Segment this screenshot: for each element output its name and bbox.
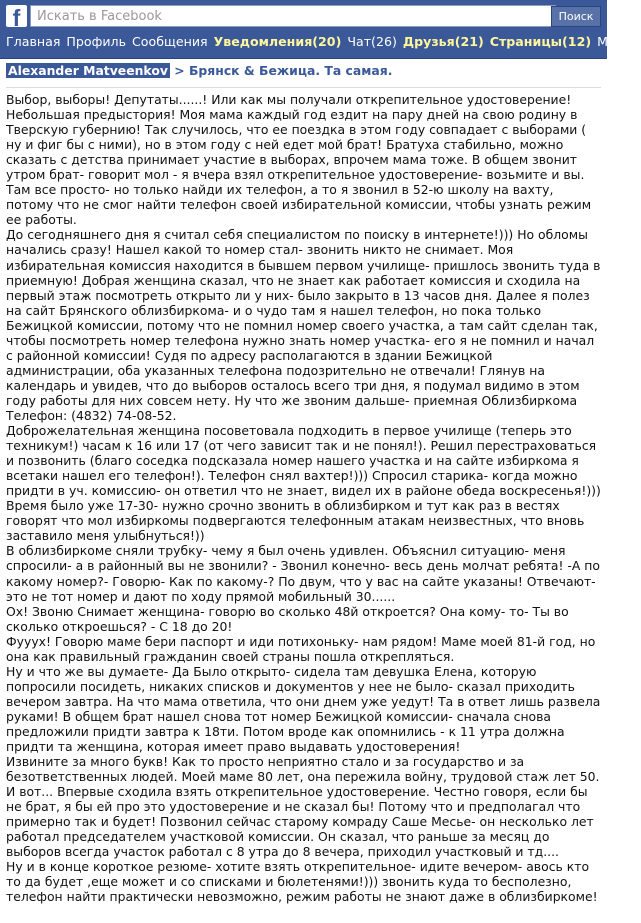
divider [6,87,601,88]
search-row [6,5,601,31]
nav-chat[interactable]: Чат(26) [347,34,397,49]
nav-home[interactable]: Главная [6,34,61,49]
arrow-separator: > [174,63,185,78]
post-paragraph: Ну и в конце короткое резюме- хотите взять открепительное- идите вечером- авось кто то да будет ,еще может и со списками и бюлетенями!))) звонить куда то бесполезно, телефон найти практически невозможно, режим работы не знают даже в облизбиркоме! [6,859,598,905]
post-paragraph: В облизбиркоме сняли трубку- чему я был очень удивлен. Объяснил ситуацию- меня спросили- а в районный вы не звонили? - Звонил конечно- весь день молчат ребята! -А по какому номер?- Говорю- Как по какому-? По двум, что у вас на сайте указаны! Отвечают- это не тот номер и дают по ходу прямой мобильный 30...... [6,543,600,604]
nav-friends[interactable]: Друзья(21) [402,34,484,49]
post-paragraph: Ну и что же вы думаете- Да Было открыто- сидела там девушка Елена, которую попросили посидеть, никаких списков и документов у нее не было- сказал приходить вечером завтра. На что мама ответила, что они днем уже уедут! Та в ответ лишь развела руками! В общем брат нашел снова тот номер Бежицкой комиссии- сначала снова предложили придти завтра к 18ти. Потом вроде как опомнились - к 11 утра должна придти та женщина, которая имеет право выдавать удостоверения! [6,663,601,755]
post-text [6,92,601,905]
post-paragraph: Время было уже 17-30- нужно срочно звонить в облизбирком и тут как раз в вестях говорят что мол избиркомы подвергаются телефонным атакам неизвестных, что вновь заставило меня улыбнуться!)) [6,498,585,544]
nav-notifications[interactable]: Уведомления(20) [213,34,342,49]
post-paragraph: Ох! Звоню Снимает женщина- говорю во сколько 48й откроется? Она кому- то- Ты во сколько откроешься? - С 18 до 20! [6,603,569,634]
post-paragraph: Фууух! Говорю маме бери паспорт и иди потихоньку- нам рядом! Маме моей 81-й год, но она как правильный гражданин своей страны пошла открепляться. [6,633,596,664]
search-button[interactable]: Поиск [551,6,601,27]
nav-profile[interactable]: Профиль [66,34,126,49]
nav-pages[interactable]: Страницы(12) [489,34,592,49]
nav-messages[interactable]: Сообщения [132,34,208,49]
post-paragraph: Доброжелательная женщина посоветовала подходить в первое училище (теперь это техникум!) часам к 16 или 17 (от чего зависит так и не понял!). Решил перестраховаться и позвонить (благо соседка подсказала номер нашего участка и на сайте избиркома я всетаки нашел его телефон!). Телефон снял вахтер!))) Спросил старика- когда можно придти в уч. комиссию- он ответил что не знает, видел их в районе обеда воскресенья!))) [6,423,601,499]
post-header [6,63,601,79]
main-nav [6,33,635,51]
facebook-logo-icon[interactable]: f [6,5,27,27]
post-paragraph: До сегодняшнего дня я считал себя специалистом по поиску в интернете!))) Но обломы начались сразу! Нашел какой то номер стал- звонить никто не снимает. Моя избирательная комиссия находится в бывшем первом училище- пришлось звонить туда в приемную! Добрая женщина сказал, что не знает как работает комиссия и сходила на первый этаж посмотреть открыто ли у них- было закрыто в 13 часов дня. Далее я полез на сайт Брянского облизбиркома- и о чудо там я нашел телефон, но пока только Бежицкой комиссии, потому что не помнил номер своего участка, а там сайт сделан так, чтобы посмотреть номер телефона нужно знать номер участка- его я не помнил и начал с районной комиссии! Судя по адресу располагаются в здании Бежицкой администрации, оба указанных телефона подозрительно не отвечали! Глянув на календарь и увидев, что до выборов осталось всего три дня, я подумал видимо в этом году работы для них совсем нету. Ну что же звоним дальше- приемная Облизбиркома Телефон: (4832) 74-08-52. [6,227,601,423]
post-paragraph: Небольшая предыстория! Моя мама каждый год ездит на пару дней на свою родину в Тверскую губернию! Так случилось, что ее поездка в этом году совпадает с выборами ( ну и фиг бы с ними), но в этом году с ней едет мой брат! Братуха стабильно, можно сказать с детства принимает участие в выборах, впрочем мама тоже. В общем звонит утром брат- говорит мол - я вчера взял открепительное удостоверение- возьмите и вы. Там все просто- но только найди их телефон, а то я звонил в 52-ю школу на вахту, потому что не смог найти телефон своей избирательной комиссии, чтобы узнать режим ее работы. [6,107,592,228]
post-paragraph: Извините за много букв! Как то просто неприятно стало и за государство и за безответственных людей. Моей маме 80 лет, она пережила войну, трудовой стаж лет 50. И вот... Впервые сходила взять открепительное удостоверение. Честно говоря, если бы не брат, я бы ей про это удостоверение и не сказал бы! Потому что и предполагал что примерно так и будет! Позвонил сейчас старому комраду Саше Месье- он несколько лет работал председателем участковой комиссии. Он сказал, что раньше за месяц до выборов всегда участок работал с 8 утра до 8 вечера, приходил участковый и тд.... [6,754,600,860]
search-input[interactable] [30,5,556,27]
nav-menu[interactable]: Меню [597,34,635,49]
post-paragraph: Выбор, выборы! Депутаты......! Или как мы получали открепительное удостоверение! [6,92,572,107]
post-content [0,63,607,905]
group-link[interactable]: Брянск & Бежица. Та самая. [188,63,393,78]
author-link[interactable]: Alexander Matveenkov [8,63,168,78]
top-bar [0,0,635,59]
